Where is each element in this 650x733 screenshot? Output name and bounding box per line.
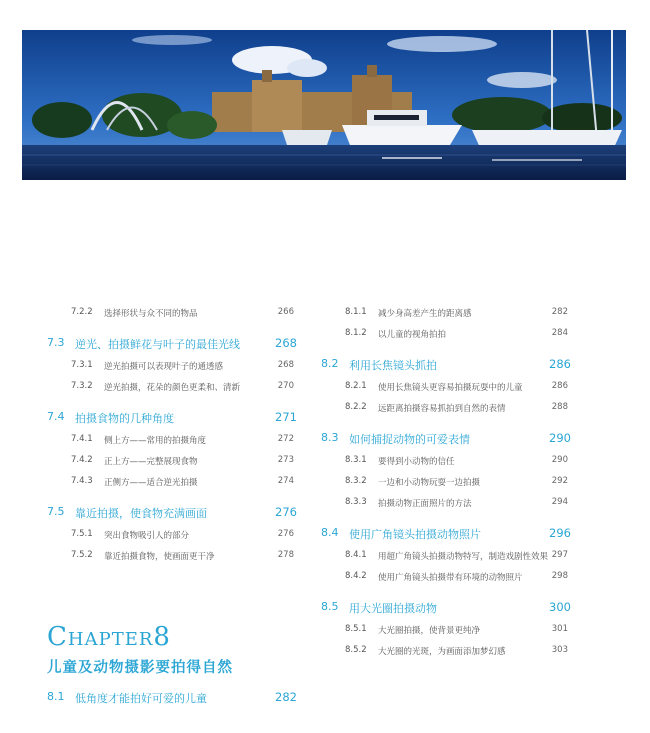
toc-section-title: 利用长焦镜头抓拍 xyxy=(349,359,437,372)
toc-subsection-number: 7.4.1 xyxy=(71,434,93,444)
toc-subsection[interactable] xyxy=(47,430,297,451)
toc-subsection-title: 选择形状与众不同的物品 xyxy=(104,309,198,319)
toc-section-number: 7.3 xyxy=(47,336,65,349)
toc-section-number: 8.2 xyxy=(321,357,339,370)
toc-subsection-number: 7.4.2 xyxy=(71,455,93,465)
toc-subsection-page: 266 xyxy=(277,307,294,317)
toc-subsection-number: 8.1.2 xyxy=(345,328,367,338)
toc-section[interactable] xyxy=(321,520,571,546)
toc-subsection[interactable] xyxy=(321,620,571,641)
toc-section-page: 300 xyxy=(549,600,571,614)
toc-subsection-page: 278 xyxy=(277,550,294,560)
toc-subsection-page: 282 xyxy=(551,307,568,317)
toc-subsection-title: 用超广角镜头拍摄动物特写，制造戏剧性效果 xyxy=(378,552,549,562)
toc-subsection[interactable] xyxy=(321,546,571,567)
toc-subsection-page: 268 xyxy=(277,360,294,370)
toc-left-column xyxy=(47,303,297,567)
toc-subsection-page: 273 xyxy=(277,455,294,465)
toc-subsection-page: 297 xyxy=(551,550,568,560)
toc-subsection[interactable] xyxy=(321,472,571,493)
toc-section-number: 8.5 xyxy=(321,600,339,613)
toc-section-page: 286 xyxy=(549,357,571,371)
toc-subsection-title: 拍摄动物正面照片的方法 xyxy=(378,499,472,509)
toc-section[interactable] xyxy=(321,351,571,377)
toc-subsection-number: 8.5.1 xyxy=(345,624,367,634)
toc-subsection[interactable] xyxy=(321,324,571,345)
toc-subsection-title: 要得到小动物的信任 xyxy=(378,457,455,467)
toc-subsection-page: 270 xyxy=(277,381,294,391)
toc-right-column xyxy=(321,303,571,662)
toc-section-number: 8.3 xyxy=(321,431,339,444)
toc-section-title: 用大光圈拍摄动物 xyxy=(349,602,437,615)
toc-subsection-number: 8.2.2 xyxy=(345,402,367,412)
toc-subsection-page: 301 xyxy=(551,624,568,634)
toc-subsection-title: 正上方——完整展现食物 xyxy=(104,457,198,467)
toc-subsection-title: 使用广角镜头拍摄带有环境的动物照片 xyxy=(378,573,523,583)
toc-subsection-title: 以儿童的视角拍拍 xyxy=(378,330,447,340)
toc-subsection-title: 远距离拍摄容易抓拍到自然的表情 xyxy=(378,404,506,414)
toc-subsection-number: 7.3.2 xyxy=(71,381,93,391)
toc-section-page: 276 xyxy=(275,505,297,519)
toc-subsection-page: 298 xyxy=(551,571,568,581)
harbor-photo-image xyxy=(22,30,626,180)
toc-section[interactable] xyxy=(321,594,571,620)
header-photo xyxy=(22,30,626,180)
toc-subsection[interactable] xyxy=(47,546,297,567)
toc-subsection-title: 正侧方——适合逆光拍摄 xyxy=(104,478,198,488)
toc-subsection[interactable] xyxy=(47,472,297,493)
toc-subsection-number: 8.5.2 xyxy=(345,645,367,655)
toc-section-number: 7.5 xyxy=(47,505,65,518)
toc-section[interactable] xyxy=(47,330,297,356)
toc-chapter8-first-section[interactable] xyxy=(47,684,297,710)
toc-subsection-page: 284 xyxy=(551,328,568,338)
toc-subsection-page: 286 xyxy=(551,381,568,391)
toc-subsection-title: 侧上方——常用的拍摄角度 xyxy=(104,436,207,446)
toc-subsection-page: 288 xyxy=(551,402,568,412)
toc-section-number: 8.4 xyxy=(321,526,339,539)
toc-subsection[interactable] xyxy=(321,303,571,324)
toc-subsection-number: 8.3.2 xyxy=(345,476,367,486)
toc-subsection-title: 使用长焦镜头更容易拍摄玩耍中的儿童 xyxy=(378,383,523,393)
toc-subsection[interactable] xyxy=(321,451,571,472)
toc-section[interactable] xyxy=(321,425,571,451)
toc-subsection-number: 8.4.2 xyxy=(345,571,367,581)
toc-subsection-page: 290 xyxy=(551,455,568,465)
toc-subsection-number: 7.4.3 xyxy=(71,476,93,486)
toc-subsection-number: 8.4.1 xyxy=(345,550,367,560)
toc-subsection-number: 8.2.1 xyxy=(345,381,367,391)
toc-subsection-number: 8.3.3 xyxy=(345,497,367,507)
toc-section-page: 282 xyxy=(275,690,297,704)
toc-subsection[interactable] xyxy=(47,356,297,377)
toc-section-title: 低角度才能拍好可爱的儿童 xyxy=(75,692,207,705)
toc-section[interactable] xyxy=(47,404,297,430)
toc-subsection-page: 272 xyxy=(277,434,294,444)
toc-subsection-page: 274 xyxy=(277,476,294,486)
toc-section-page: 271 xyxy=(275,410,297,424)
toc-subsection-number: 8.3.1 xyxy=(345,455,367,465)
toc-subsection[interactable] xyxy=(47,451,297,472)
toc-subsection-title: 逆光拍摄可以表现叶子的通透感 xyxy=(104,362,224,372)
chapter-label xyxy=(47,622,171,652)
toc-section-number: 8.1 xyxy=(47,690,65,703)
toc-subsection[interactable] xyxy=(321,567,571,588)
toc-subsection-number: 8.1.1 xyxy=(345,307,367,317)
toc-subsection[interactable] xyxy=(321,493,571,514)
chapter-title: 儿童及动物摄影要拍得自然 xyxy=(47,660,233,676)
toc-subsection-page: 294 xyxy=(551,497,568,507)
chapter-label-rest: HAPTER xyxy=(67,629,154,650)
toc-section-8-1[interactable] xyxy=(47,684,297,710)
chapter-label-initial: C xyxy=(47,622,68,652)
toc-section-title: 逆光、拍摄鲜花与叶子的最佳光线 xyxy=(75,338,240,351)
toc-subsection[interactable] xyxy=(47,525,297,546)
chapter-number: 8 xyxy=(153,622,171,652)
toc-section-title: 拍摄食物的几种角度 xyxy=(75,412,174,425)
toc-section-title: 使用广角镜头拍摄动物照片 xyxy=(349,528,481,541)
toc-section-title: 如何捕捉动物的可爱表情 xyxy=(349,433,470,446)
toc-subsection-title: 逆光拍摄，花朵的颜色更柔和、清新 xyxy=(104,383,241,393)
toc-subsection-page: 276 xyxy=(277,529,294,539)
toc-subsection-number: 7.2.2 xyxy=(71,307,93,317)
toc-subsection-title: 减少身高差产生的距离感 xyxy=(378,309,472,319)
toc-subsection[interactable] xyxy=(47,377,297,398)
toc-section-page: 296 xyxy=(549,526,571,540)
toc-subsection[interactable] xyxy=(47,303,297,324)
toc-subsection-title: 突出食物吸引人的部分 xyxy=(104,531,190,541)
toc-subsection-number: 7.5.2 xyxy=(71,550,93,560)
toc-subsection[interactable] xyxy=(321,377,571,398)
toc-subsection-number: 7.5.1 xyxy=(71,529,93,539)
toc-subsection-page: 303 xyxy=(551,645,568,655)
toc-subsection-page: 292 xyxy=(551,476,568,486)
toc-subsection[interactable] xyxy=(321,398,571,419)
toc-subsection-title: 靠近拍摄食物，使画面更干净 xyxy=(104,552,215,562)
toc-subsection-number: 7.3.1 xyxy=(71,360,93,370)
toc-subsection-title: 大光圈的光斑，为画面添加梦幻感 xyxy=(378,647,506,657)
toc-subsection[interactable] xyxy=(321,641,571,662)
toc-section-number: 7.4 xyxy=(47,410,65,423)
toc-section-page: 290 xyxy=(549,431,571,445)
toc-section-title: 靠近拍摄，使食物充满画面 xyxy=(75,507,207,520)
toc-subsection-title: 一边和小动物玩耍一边拍摄 xyxy=(378,478,481,488)
toc-section[interactable] xyxy=(47,499,297,525)
toc-subsection-title: 大光圈拍摄，使背景更纯净 xyxy=(378,626,481,636)
toc-section-page: 268 xyxy=(275,336,297,350)
